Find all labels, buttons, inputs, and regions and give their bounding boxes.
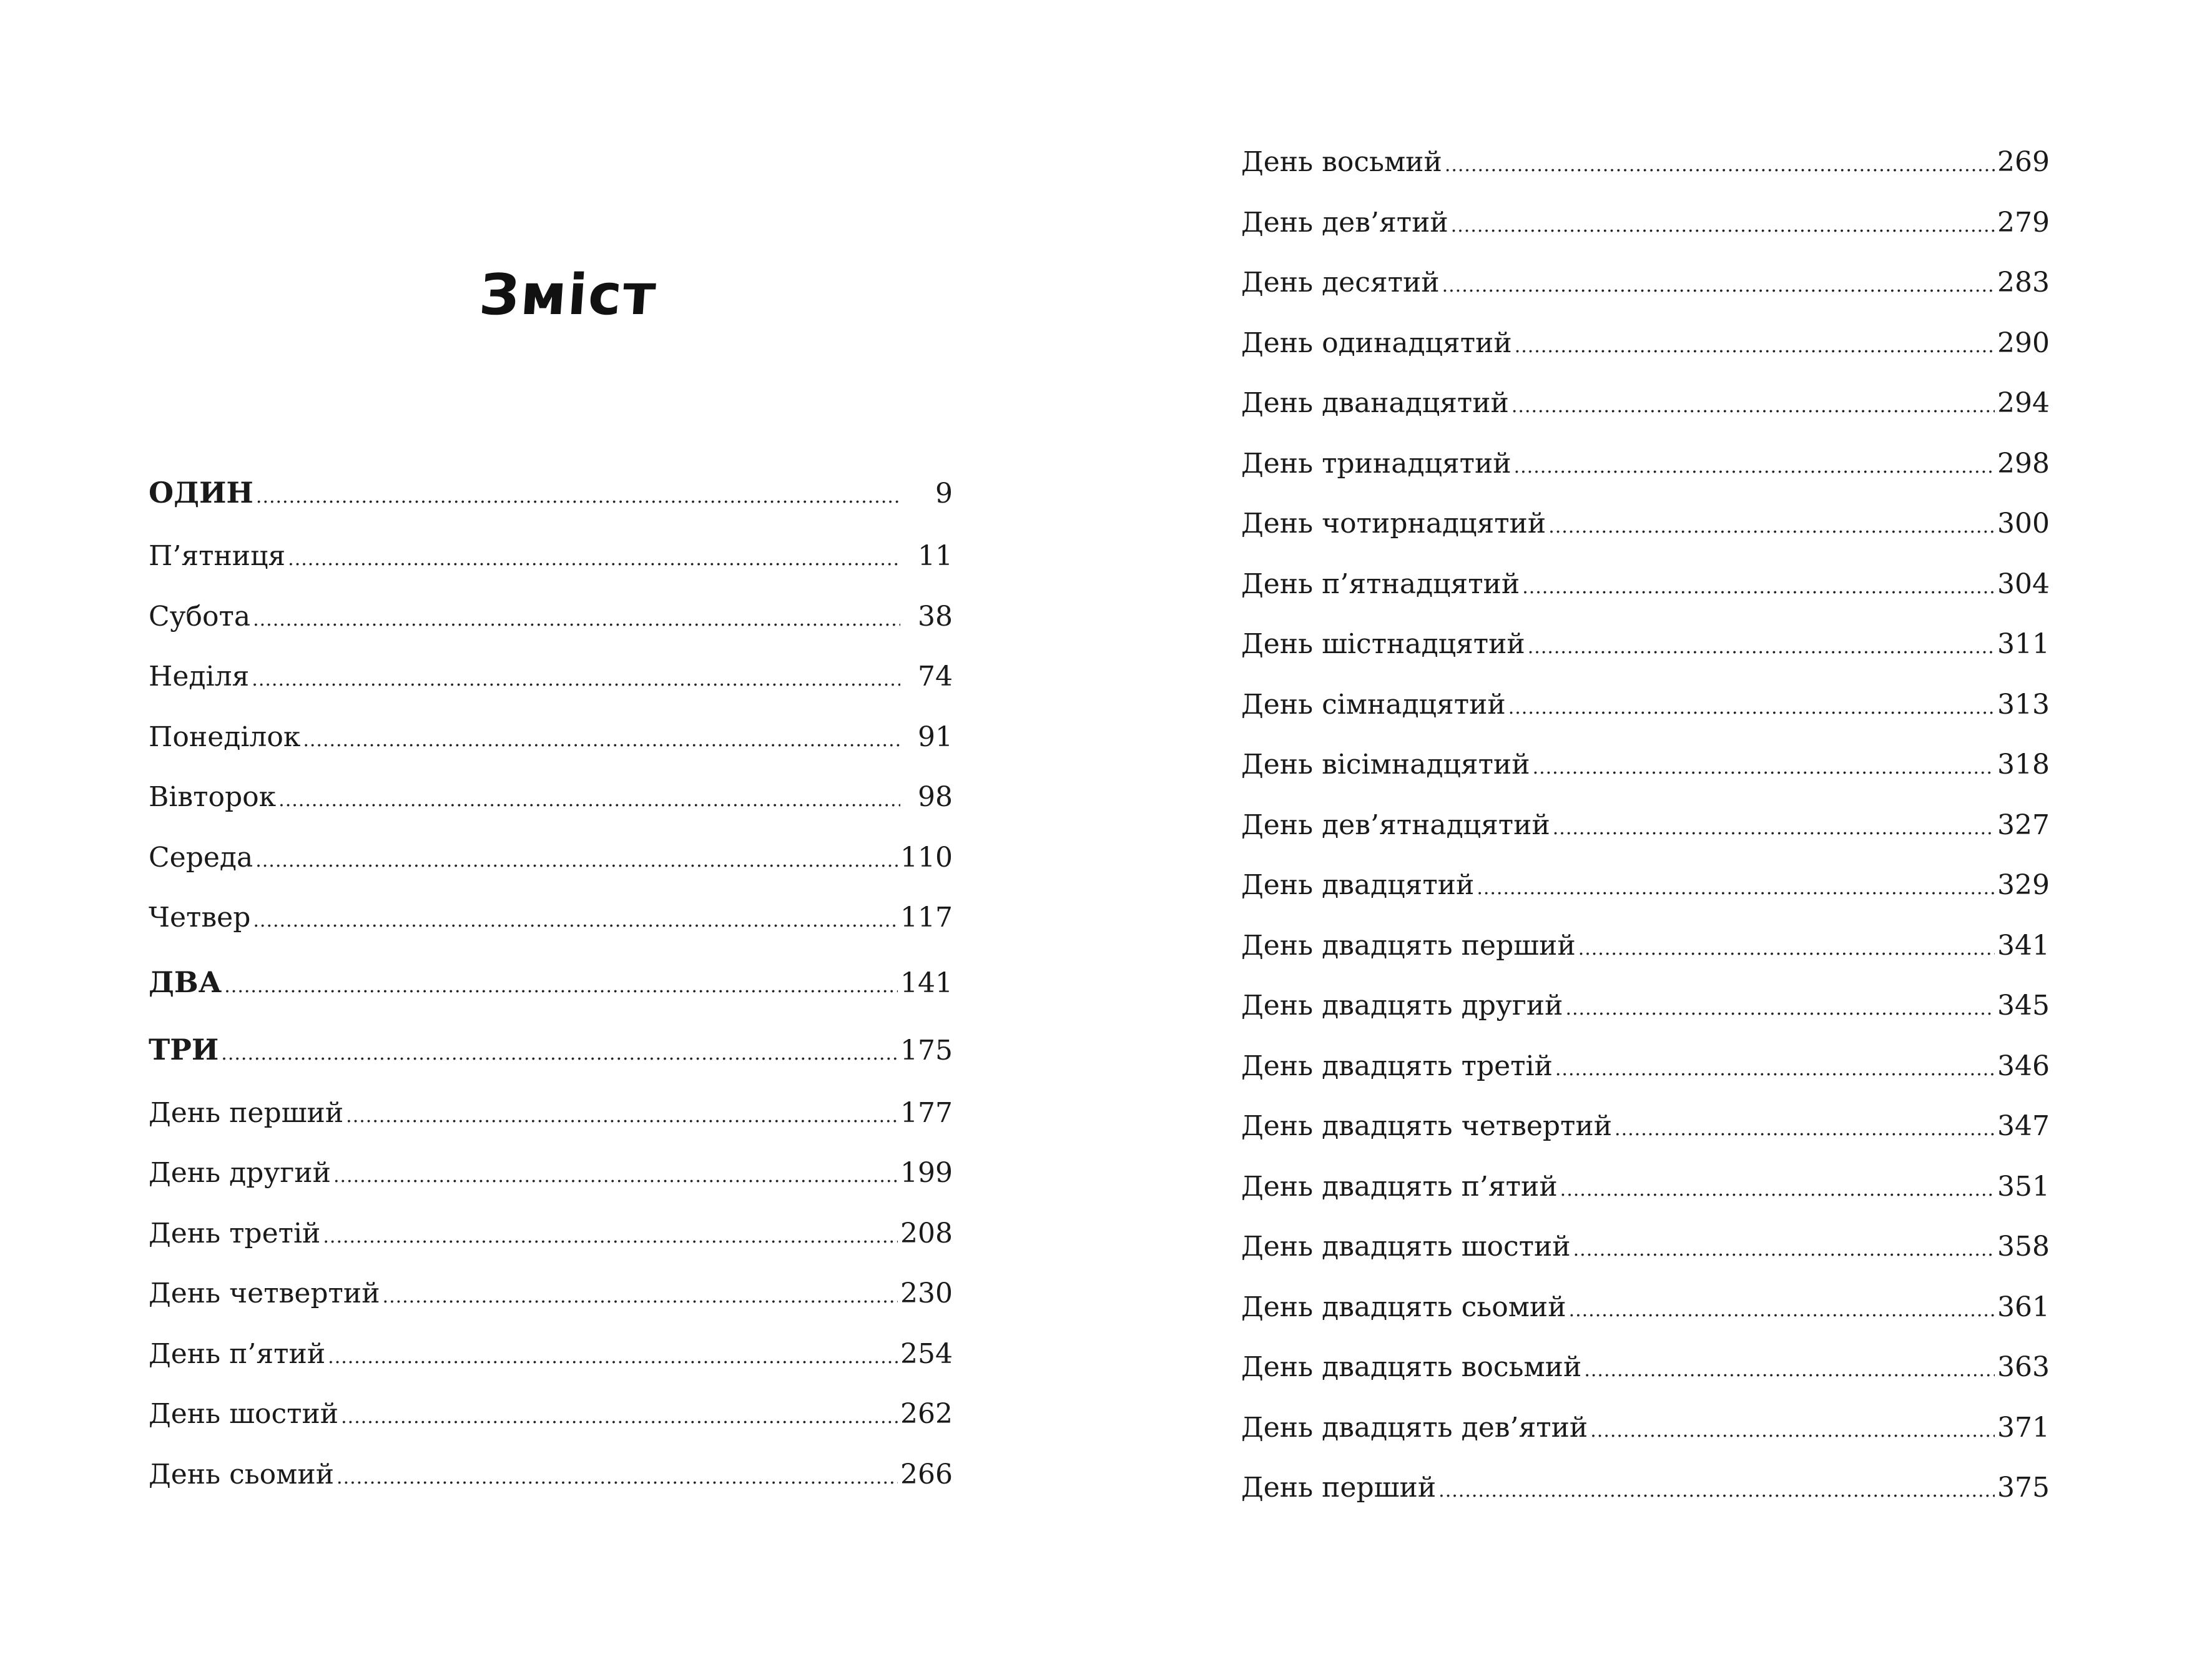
dot-leader: [1555, 1040, 1995, 1100]
dot-leader: [256, 463, 900, 531]
toc-entry-page-number: 175: [900, 1034, 953, 1066]
dot-leader: [346, 1086, 898, 1147]
toc-entry-label: День п’ятий: [149, 1337, 326, 1370]
toc-entry: [1241, 1096, 2050, 1157]
toc-entry: [1241, 976, 2050, 1036]
toc-title: Зміст: [477, 262, 659, 328]
dot-leader: [1514, 437, 1995, 498]
toc-entry: [1241, 1398, 2050, 1459]
dot-leader: [288, 529, 900, 590]
toc-entry-page-number: 371: [1997, 1411, 2050, 1444]
toc-entry: [1241, 1217, 2050, 1277]
toc-entry-page-number: 110: [900, 841, 953, 874]
dot-leader: [1522, 558, 1995, 618]
toc-part-entry: [149, 948, 953, 1016]
toc-entry-page-number: 361: [1997, 1291, 2050, 1323]
toc-entry-label: День шостий: [149, 1398, 339, 1430]
dot-leader: [255, 831, 898, 892]
dot-leader: [1573, 1220, 1995, 1281]
toc-entry-page-number: 318: [1997, 749, 2050, 780]
toc-entry: [149, 587, 953, 647]
toc-entry: [1241, 1337, 2050, 1398]
toc-entry-label: День сьомий: [149, 1458, 335, 1490]
toc-entry: [1241, 675, 2050, 736]
dot-leader: [1445, 135, 1995, 196]
toc-entry-label: ОДИН: [149, 476, 253, 510]
toc-entry-label: ДВА: [149, 965, 222, 999]
toc-entry-label: День п’ятнадцятий: [1241, 568, 1520, 600]
dot-leader: [1477, 859, 1995, 919]
dot-leader: [224, 953, 898, 1020]
dot-leader: [278, 770, 900, 831]
dot-leader: [337, 1448, 898, 1509]
toc-entry-page-number: 294: [1997, 387, 2050, 419]
toc-entry-label: День шістнадцятий: [1241, 628, 1525, 660]
dot-leader: [1569, 1281, 1995, 1341]
toc-entry-page-number: 208: [900, 1217, 953, 1249]
toc-entry-label: День дев’ятнадцятий: [1241, 809, 1550, 841]
toc-entry-label: День двадцять п’ятий: [1241, 1170, 1558, 1203]
toc-entry-page-number: 375: [1997, 1472, 2050, 1504]
toc-entry-page-number: 346: [1997, 1050, 2050, 1082]
toc-entry-page-number: 11: [918, 540, 953, 572]
toc-entry-page-number: 254: [900, 1337, 953, 1370]
toc-entry-label: Четвер: [149, 902, 251, 933]
toc-entry: [149, 1324, 953, 1385]
toc-entry-page-number: 345: [1997, 990, 2050, 1021]
toc-entry: [149, 1384, 953, 1445]
dot-leader: [252, 650, 900, 711]
toc-entry-page-number: 327: [1997, 809, 2050, 841]
toc-entry-label: Середа: [149, 841, 253, 874]
dot-leader: [333, 1146, 898, 1207]
toc-list-left: [149, 459, 953, 1505]
dot-leader: [1515, 317, 1995, 377]
dot-leader: [1615, 1100, 1995, 1160]
toc-entry-page-number: 262: [900, 1398, 953, 1430]
toc-entry-label: День сімнадцятий: [1241, 688, 1506, 721]
toc-entry-page-number: 283: [1997, 267, 2050, 298]
toc-entry-page-number: 329: [1997, 869, 2050, 901]
toc-entry-label: День вісімнадцятий: [1241, 749, 1530, 780]
dot-leader: [1560, 1160, 1995, 1221]
toc-entry: [1241, 1277, 2050, 1338]
dot-leader: [1512, 377, 1995, 437]
toc-entry-page-number: 230: [900, 1277, 953, 1309]
toc-entry-label: День другий: [149, 1157, 331, 1189]
toc-entry-page-number: 311: [1997, 628, 2050, 660]
toc-entry: [1241, 855, 2050, 916]
toc-entry-label: Понеділок: [149, 721, 301, 753]
toc-entry: [1241, 554, 2050, 615]
toc-entry-page-number: 313: [1997, 688, 2050, 721]
toc-entry-label: День четвертий: [149, 1277, 380, 1309]
toc-entry-label: День чотирнадцятий: [1241, 508, 1546, 539]
toc-entry-label: День десятий: [1241, 267, 1440, 298]
toc-entry-label: День двадцять третій: [1241, 1050, 1553, 1082]
dot-leader: [1528, 618, 1995, 678]
toc-entry-label: День перший: [149, 1096, 344, 1129]
toc-entry-label: День одинадцятий: [1241, 327, 1512, 359]
dot-leader: [1442, 256, 1995, 317]
toc-entry: [1241, 916, 2050, 977]
toc-entry-label: Вівторок: [149, 781, 277, 813]
toc-entry: [1241, 735, 2050, 795]
dot-leader: [1578, 919, 1995, 980]
toc-entry-page-number: 266: [900, 1458, 953, 1490]
toc-entry-label: День двадцятий: [1241, 869, 1475, 901]
toc-entry: [1241, 795, 2050, 856]
dot-leader: [253, 590, 900, 651]
toc-entry-page-number: 141: [900, 967, 953, 999]
toc-entry-page-number: 177: [900, 1096, 953, 1129]
toc-entry-label: День двадцять перший: [1241, 929, 1576, 962]
toc-entry-page-number: 290: [1997, 327, 2050, 359]
toc-entry-page-number: 269: [1997, 146, 2050, 178]
toc-list-right: [1241, 132, 2050, 1519]
dot-leader: [1533, 738, 1995, 799]
toc-entry-page-number: 363: [1997, 1351, 2050, 1383]
toc-entry-label: День двадцять четвертий: [1241, 1110, 1613, 1142]
toc-entry: [149, 1204, 953, 1264]
toc-entry-page-number: 91: [918, 721, 953, 753]
toc-entry-label: День двадцять шостий: [1241, 1231, 1571, 1263]
toc-entry-page-number: 117: [900, 902, 953, 933]
toc-entry: [1241, 434, 2050, 495]
dot-leader: [1451, 196, 1995, 257]
toc-entry: [149, 647, 953, 707]
toc-entry: [1241, 132, 2050, 193]
toc-entry-label: ТРИ: [149, 1032, 219, 1066]
toc-entry: [1241, 313, 2050, 374]
toc-entry-page-number: 347: [1997, 1110, 2050, 1142]
toc-entry: [1241, 614, 2050, 675]
dot-leader: [328, 1327, 898, 1388]
dot-leader: [383, 1267, 898, 1327]
dot-leader: [253, 891, 898, 952]
toc-entry-page-number: 199: [900, 1157, 953, 1189]
toc-entry-page-number: 351: [1997, 1170, 2050, 1203]
dot-leader: [1548, 497, 1995, 558]
toc-entry-page-number: 98: [918, 781, 953, 813]
toc-entry: [1241, 253, 2050, 313]
toc-entry: [149, 828, 953, 889]
toc-entry-page-number: 304: [1997, 568, 2050, 600]
toc-part-entry: [149, 459, 953, 526]
toc-entry: [149, 888, 953, 948]
toc-entry-label: День дванадцятий: [1241, 387, 1509, 419]
toc-entry-page-number: 38: [918, 600, 953, 633]
toc-entry: [149, 526, 953, 587]
toc-entry: [149, 767, 953, 828]
toc-entry: [1241, 494, 2050, 554]
toc-entry-page-number: 279: [1997, 206, 2050, 239]
dot-leader: [221, 1020, 898, 1088]
toc-entry-label: День тринадцятий: [1241, 447, 1512, 480]
toc-entry-page-number: 9: [935, 478, 953, 510]
dot-leader: [303, 711, 900, 771]
toc-part-entry: [149, 1016, 953, 1083]
dot-leader: [1584, 1341, 1995, 1401]
toc-entry-page-number: 358: [1997, 1231, 2050, 1263]
toc-entry-page-number: 300: [1997, 508, 2050, 539]
toc-entry: [149, 1143, 953, 1204]
toc-entry: [1241, 1157, 2050, 1218]
toc-entry: [1241, 193, 2050, 254]
toc-entry-label: День восьмий: [1241, 146, 1442, 178]
dot-leader: [1590, 1401, 1995, 1462]
toc-entry-label: Неділя: [149, 661, 250, 692]
toc-entry-label: День двадцять дев’ятий: [1241, 1411, 1588, 1444]
toc-entry: [1241, 1458, 2050, 1519]
dot-leader: [1565, 979, 1995, 1040]
toc-entry-label: День дев’ятий: [1241, 206, 1448, 239]
toc-entry: [149, 1083, 953, 1144]
toc-entry: [1241, 1036, 2050, 1097]
toc-entry: [149, 707, 953, 768]
right-page: [1106, 0, 2212, 1659]
dot-leader: [1508, 678, 1995, 739]
toc-entry: [1241, 373, 2050, 434]
toc-entry-label: П’ятниця: [149, 540, 286, 572]
dot-leader: [1438, 1461, 1995, 1522]
toc-entry-page-number: 298: [1997, 447, 2050, 480]
toc-entry-label: День двадцять восьмий: [1241, 1351, 1582, 1383]
toc-entry-label: Субота: [149, 600, 251, 633]
toc-entry-label: День перший: [1241, 1472, 1437, 1504]
toc-entry-label: День двадцять другий: [1241, 990, 1563, 1021]
toc-entry-page-number: 341: [1997, 929, 2050, 962]
toc-entry-page-number: 74: [918, 661, 953, 692]
dot-leader: [323, 1207, 898, 1268]
dot-leader: [1553, 799, 1995, 859]
dot-leader: [341, 1387, 898, 1448]
toc-entry-label: День третій: [149, 1217, 321, 1249]
toc-entry: [149, 1445, 953, 1505]
toc-entry: [149, 1264, 953, 1324]
toc-entry-label: День двадцять сьомий: [1241, 1291, 1566, 1323]
